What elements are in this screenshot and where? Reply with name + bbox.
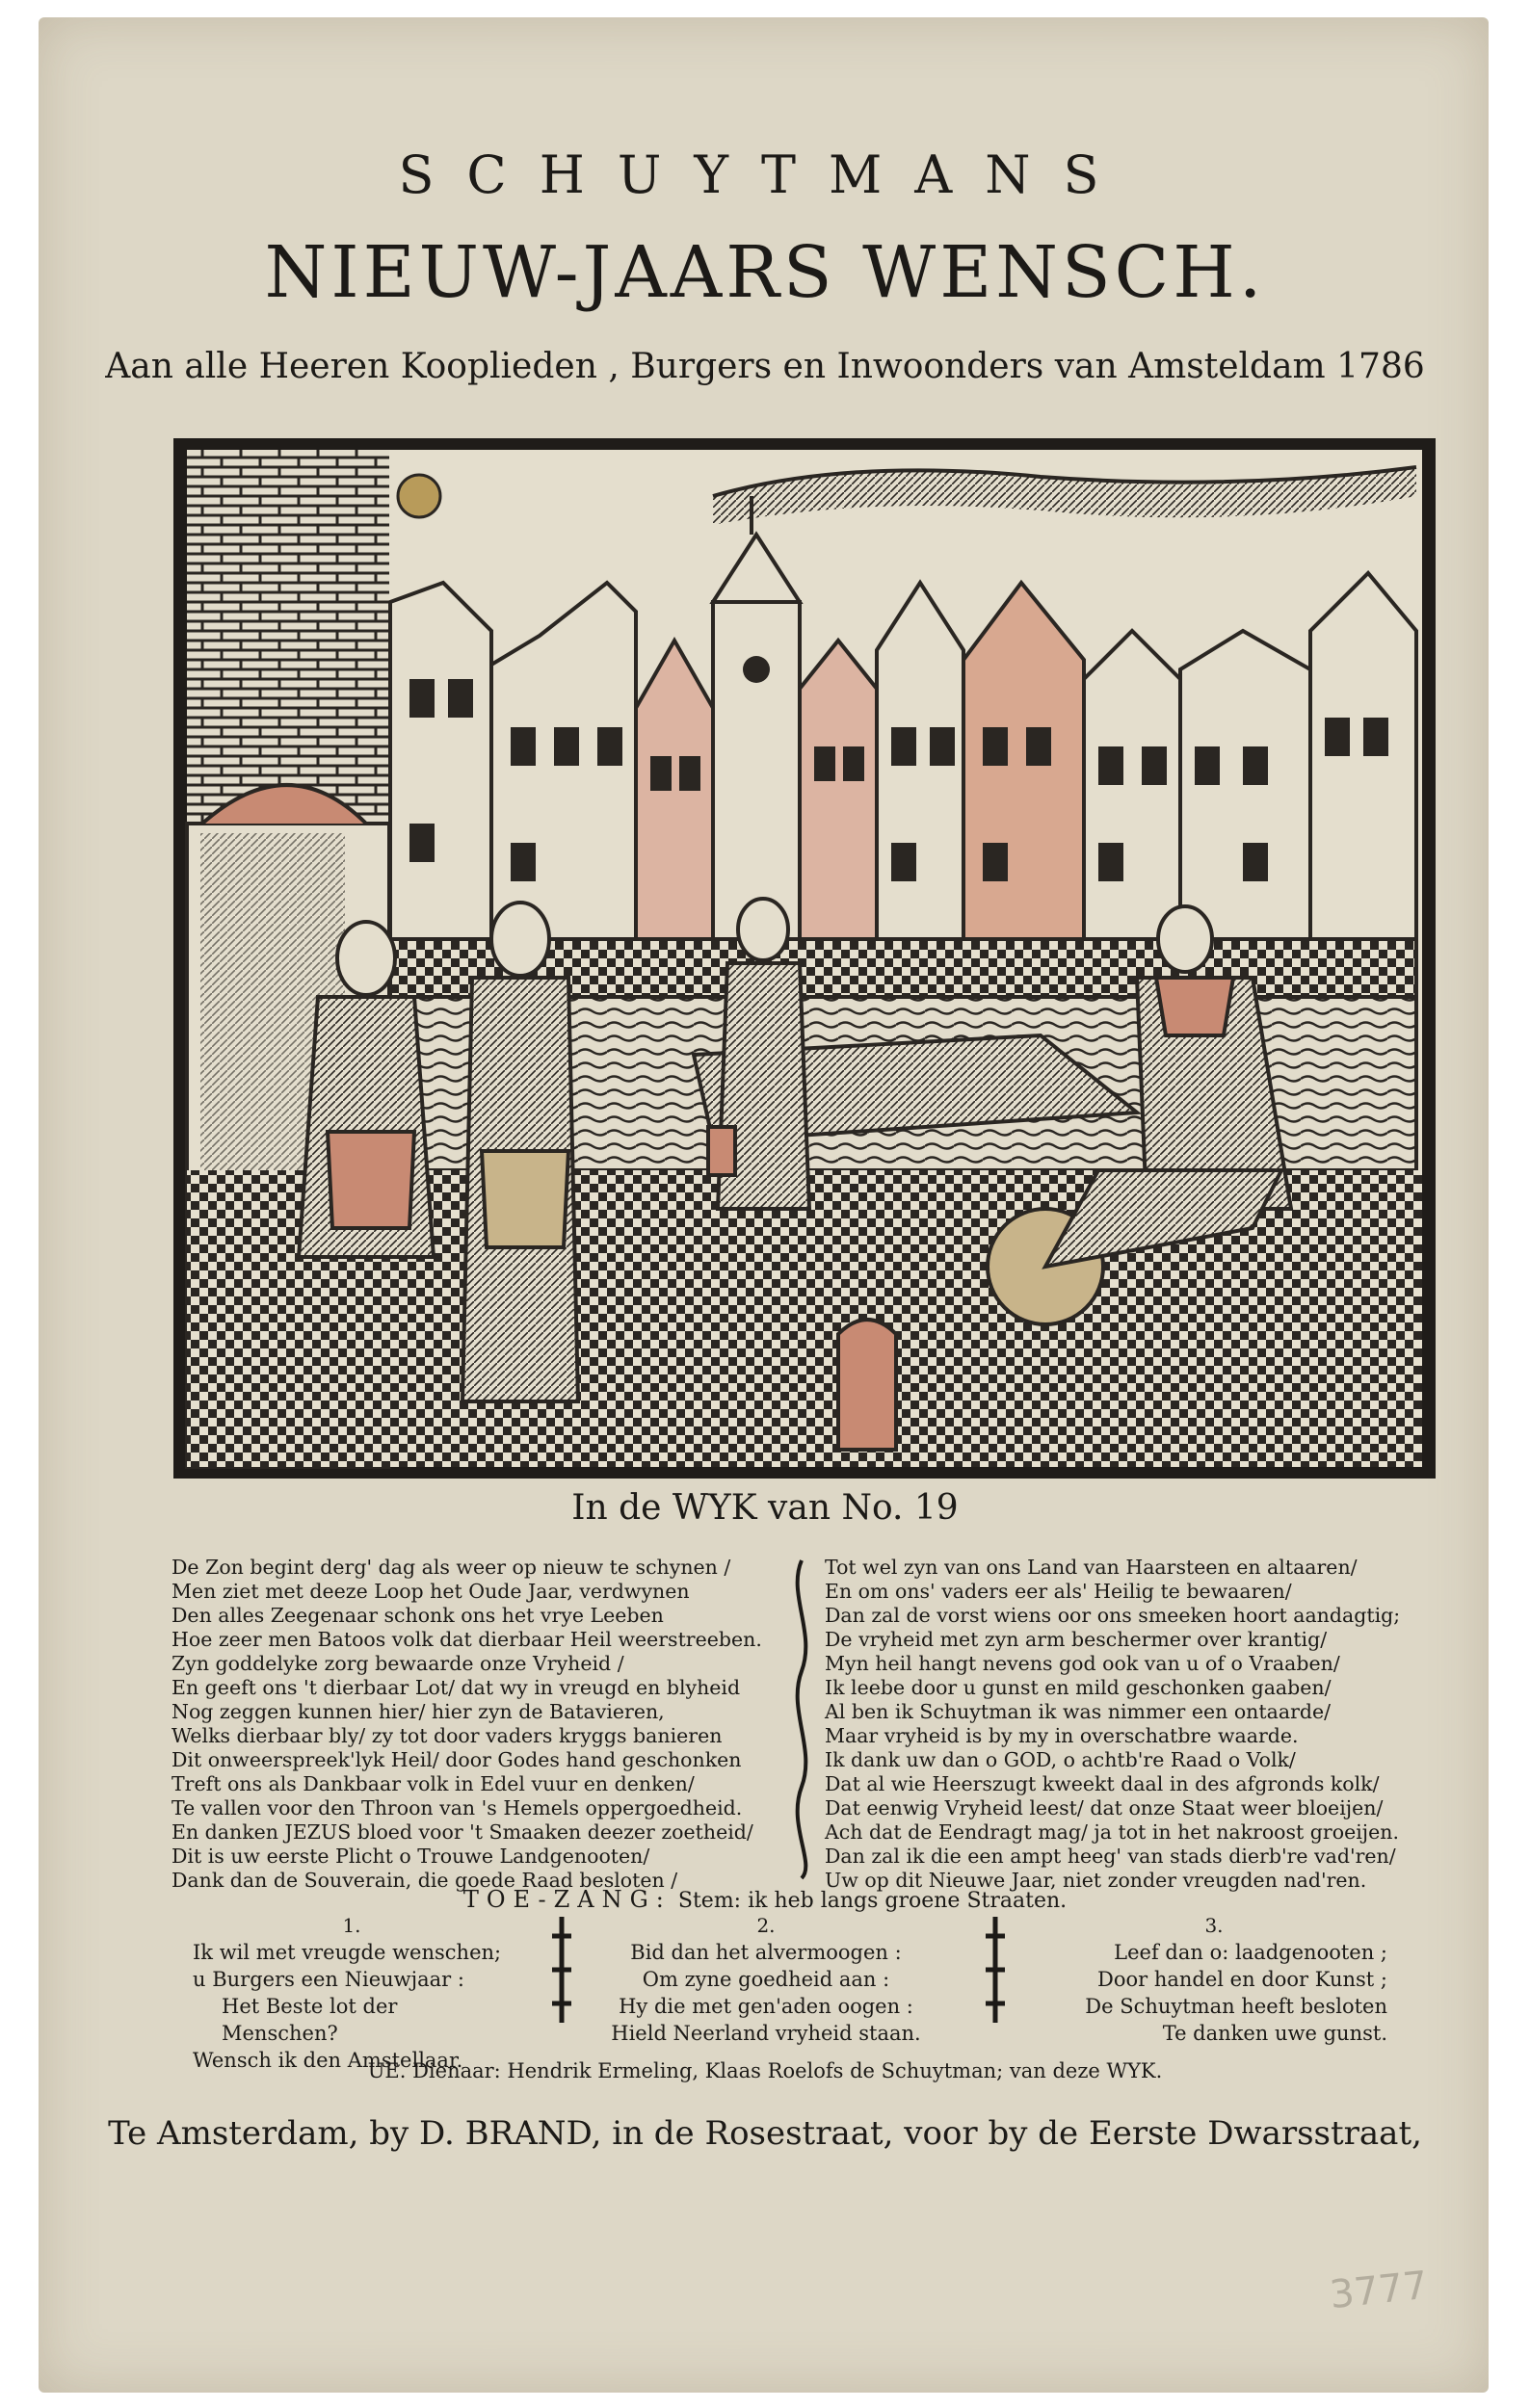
district-heading: In de WYK van No. 19 — [571, 1488, 959, 1528]
poem-line: En geeft ons 't dierbaar Lot/ dat wy in vreugd en blyheid — [171, 1676, 741, 1699]
verse-divider-ornament — [547, 1917, 576, 2023]
toezang-label: TOE-ZANG: — [462, 1886, 672, 1913]
poem-line: Ik leebe door u gunst en mild geschonken gaaben/ — [825, 1676, 1332, 1699]
inventory-mark: 3777 — [1327, 2263, 1430, 2318]
poem-line: Te vallen voor den Throon van 's Hemels oppergoedheid. — [171, 1796, 743, 1819]
poem-line: Den alles Zeegenaar schonk ons het vrye Leeben — [171, 1604, 664, 1627]
poem-line: Ik dank uw dan o GOD, o achtb're Raad o Volk/ — [825, 1748, 1296, 1771]
subtitle: Aan alle Heeren Kooplieden , Burgers en Inwoonders van Amsteldam 1786 — [105, 347, 1425, 386]
poem-line: Men ziet met deeze Loop het Oude Jaar, verdwynen — [171, 1580, 690, 1603]
poem-line: Tot wel zyn van ons Land van Haarsteen en altaaren/ — [825, 1556, 1358, 1579]
poem-line: Dank dan de Souverain, die goede Raad besloten / — [171, 1869, 678, 1892]
signer-line: UE. Dienaar: Hendrik Ermeling, Klaas Roelofs de Schuytman; van deze WYK. — [367, 2059, 1163, 2082]
verse-2 — [607, 1912, 925, 2047]
verse-number: 2. — [756, 1914, 776, 1937]
poem-line: Dat al wie Heerszugt kweekt daal in des afgronds kolk/ — [825, 1772, 1380, 1795]
verse-line: Hy die met gen'aden oogen : — [619, 1995, 913, 2018]
imprint-line: Te Amsterdam, by D. BRAND, in de Rosestraat, voor by de Eerste Dwarsstraat, — [108, 2114, 1422, 2153]
poem-line: Nog zeggen kunnen hier/ hier zyn de Batavieren, — [171, 1700, 665, 1723]
verse-line: Ik wil met vreugde wenschen; — [193, 1941, 502, 1964]
poem-line: Hoe zeer men Batoos volk dat dierbaar Heil weerstreeben. — [171, 1628, 762, 1651]
title-line-1: SCHUYTMANS — [398, 144, 1132, 205]
poem-line: Dan zal ik die een ampt heeg' van stads dierb're vad'ren/ — [825, 1845, 1396, 1868]
verse-line: Wensch ik den Amstellaar. — [193, 2049, 463, 2072]
verse-divider-ornament — [981, 1917, 1010, 2023]
poem-line: Treft ons als Dankbaar volk in Edel vuur en denken/ — [171, 1772, 695, 1795]
verse-line: Bid dan het alvermoogen : — [630, 1941, 902, 1964]
toezang-heading — [0, 1886, 1530, 1913]
poem-line: Dat eenwig Vryheid leest/ dat onze Staat weer bloeijen/ — [825, 1796, 1384, 1819]
poem-line: Al ben ik Schuytman ik was nimmer een ontaarde/ — [825, 1700, 1332, 1723]
verse-line: Het Beste lot der Menschen? — [222, 1995, 398, 2045]
poem-line: Myn heil hangt nevens god ook van u of o Vraaben/ — [825, 1652, 1340, 1675]
verse-line: Door handel en door Kunst ; — [1097, 1968, 1387, 1991]
title-line-2: NIEUW-JAARS WENSCH. — [264, 231, 1266, 314]
woodcut-illustration — [173, 438, 1436, 1479]
poem-line: Dit onweerspreek'lyk Heil/ door Godes hand geschonken — [171, 1748, 742, 1771]
poem-line: Dit is uw eerste Plicht o Trouwe Landgenooten/ — [171, 1845, 650, 1868]
verse-number: 3. — [1204, 1914, 1224, 1937]
poem-line: Zyn goddelyke zorg bewaarde onze Vryheid / — [171, 1652, 624, 1675]
verse-1 — [193, 1912, 511, 2074]
verse-line: De Schuytman heeft besloten — [1085, 1995, 1387, 2018]
toezang-tune: Stem: ik heb langs groene Straaten. — [677, 1889, 1068, 1913]
poem-line: Welks dierbaar bly/ zy tot door vaders kryggs banieren — [171, 1724, 723, 1747]
verse-number: 1. — [342, 1914, 361, 1937]
poem-line: Maar vryheid is by my in overschatbre waarde. — [825, 1724, 1299, 1747]
verse-line: Hield Neerland vryheid staan. — [611, 2022, 921, 2045]
poem-line: De Zon begint derg' dag als weer op nieuw te schynen / — [171, 1556, 731, 1579]
poem-line: En om ons' vaders eer als' Heilig te bewaaren/ — [825, 1580, 1292, 1603]
poem-right-column — [825, 1556, 1461, 1893]
poem-line: Ach dat de Eendragt mag/ ja tot in het nakroost groeijen. — [825, 1820, 1399, 1844]
poem-line: De vryheid met zyn arm beschermer over krantig/ — [825, 1628, 1328, 1651]
poem-left-column — [171, 1556, 769, 1893]
column-divider-ornament — [782, 1556, 821, 1883]
verse-line: u Burgers een Nieuwjaar : — [193, 1968, 464, 1991]
verse-line: Te danken uwe gunst. — [1162, 2022, 1387, 2045]
poem-line: Uw op dit Nieuwe Jaar, niet zonder vreugden nad'ren. — [825, 1869, 1367, 1892]
poem-line: En danken JEZUS bloed voor 't Smaaken deezer zoetheid/ — [171, 1820, 753, 1844]
poem-line: Dan zal de vorst wiens oor ons smeeken hoort aandagtig; — [825, 1604, 1401, 1627]
verse-line: Om zyne goedheid aan : — [642, 1968, 890, 1991]
verse-3 — [1041, 1912, 1387, 2047]
verse-line: Leef dan o: laadgenooten ; — [1114, 1941, 1387, 1964]
